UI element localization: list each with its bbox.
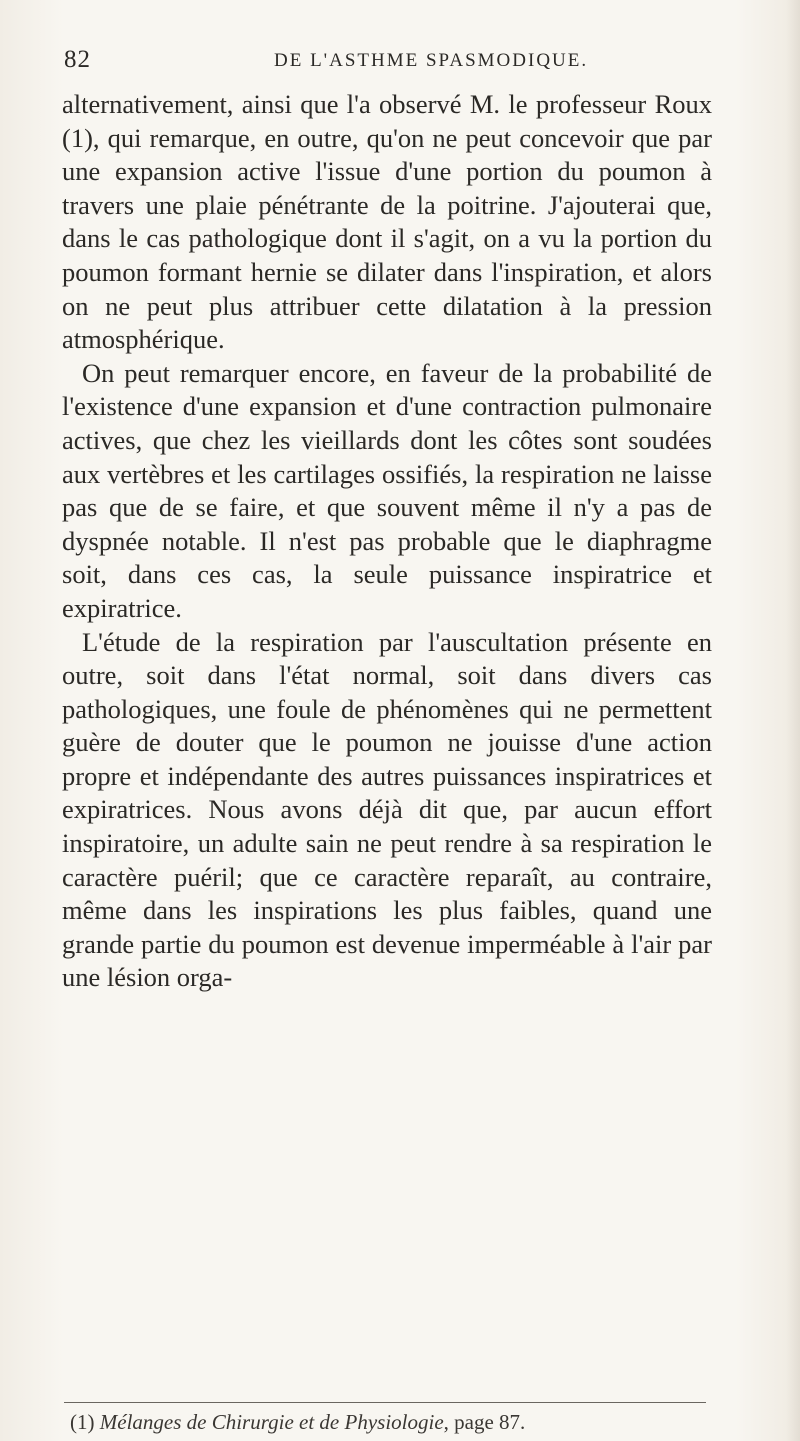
paragraph-continued: alternativement, ainsi que l'a observé M. le professeur Roux (1), qui remarque, en outre, qu'on ne peut concevoir que par une expansion active l'issue d'une portion du poumon à travers une plaie pénétrante de la poitrine. J'ajouterai que, dans le cas pathologique dont il s'agit, on a vu la portion du poumon formant hernie se dilater dans l'inspiration, et alors on ne peut plus attribuer cette dilatation à la pression atmosphérique. xyxy=(62,89,712,355)
page-header xyxy=(64,46,714,80)
footnote-marker: (1) xyxy=(70,1410,95,1434)
footnote-page-ref: , page 87. xyxy=(443,1410,526,1434)
body-text xyxy=(62,88,712,995)
page-number: 82 xyxy=(64,46,91,73)
paragraph: On peut remarquer encore, en faveur de la probabilité de l'existence d'une expansion et d'une contraction pulmonaire actives, que chez les vieillards dont les côtes sont soudées aux vertèbres et les cartilages ossifiés, la respiration ne laisse pas que de se faire, et que souvent même il n'y a pas de dyspnée notable. Il n'est pas probable que le diaphragme soit, dans ces cas, la seule puissance inspiratrice et expiratrice. xyxy=(62,357,712,623)
running-title: DE L'ASTHME SPASMODIQUE. xyxy=(274,50,589,71)
paragraph: L'étude de la respiration par l'auscultation présente en outre, soit dans l'état normal, soit dans divers cas pathologiques, une foule de phénomènes qui ne permettent guère de douter que le poumon ne jouisse d'une action propre et indépendante des autres puissances inspiratrices et expiratrices. Nous avons déjà dit que, par aucun effort inspiratoire, un adulte sain ne peut rendre à sa respiration le caractère puéril; que ce caractère reparaît, au contraire, même dans les inspirations les plus faibles, quand une grande partie du poumon est devenue imperméable à l'air par une lésion orga- xyxy=(62,626,712,993)
footnote xyxy=(70,1409,525,1435)
footnote-source-title: Mélanges de Chirurgie et de Physiologie xyxy=(99,1410,444,1434)
page-edge-shadow xyxy=(786,0,800,1441)
footnote-divider xyxy=(64,1402,706,1403)
